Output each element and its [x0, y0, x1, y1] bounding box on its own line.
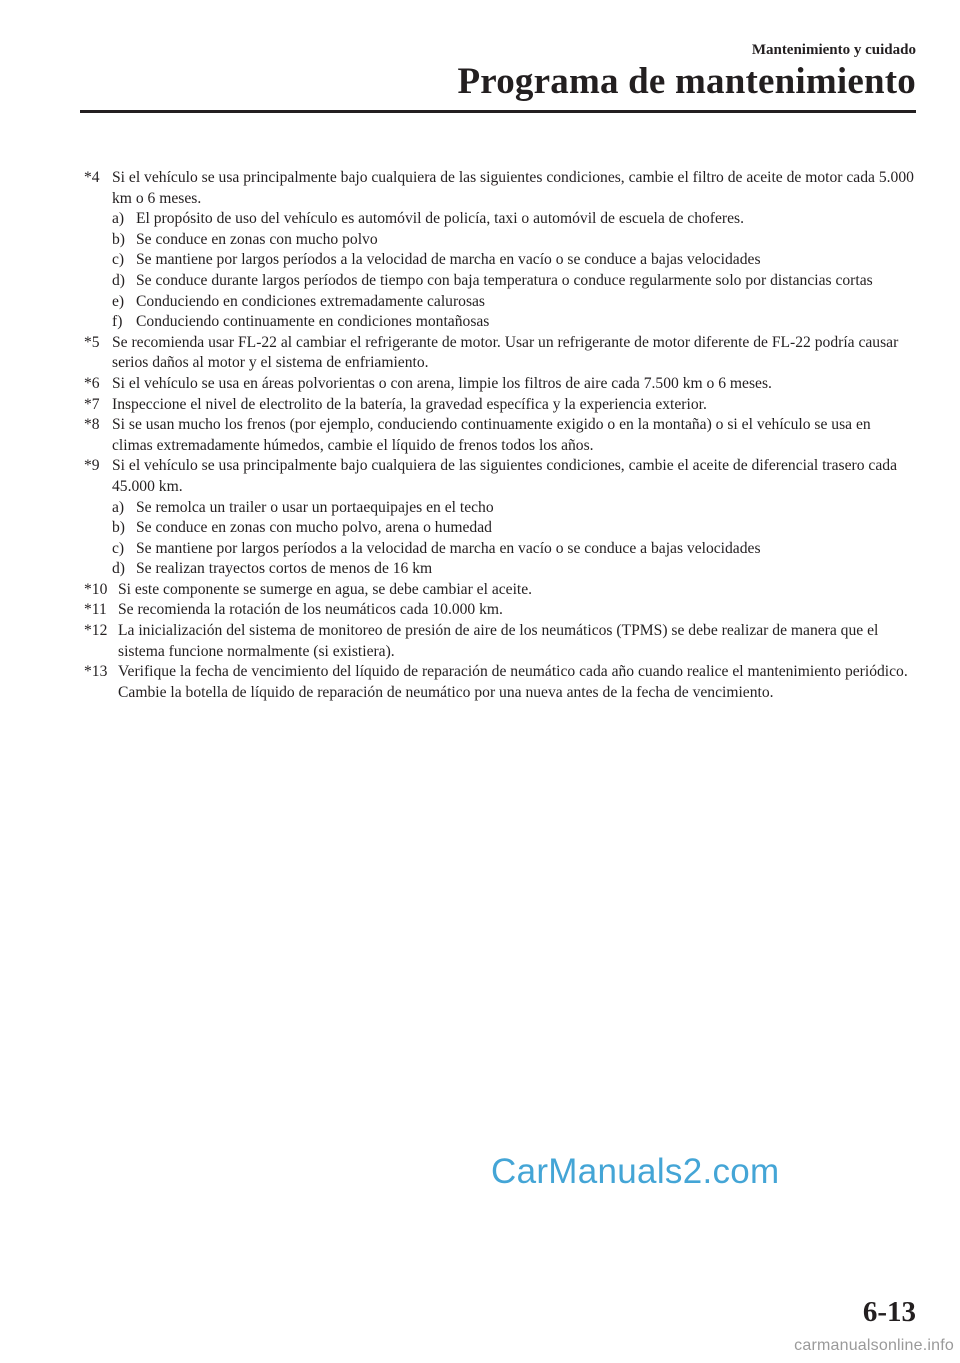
- footnote-13: [84, 662, 914, 703]
- footnote-text: Si el vehículo se usa en áreas polvorientas o con arena, limpie los filtros de aire cada 7.500 km o 6 meses.: [112, 374, 772, 392]
- footnote-4: [84, 168, 914, 333]
- footnote-marker: *12: [84, 622, 108, 640]
- sub-item-text: Se conduce en zonas con mucho polvo, arena o humedad: [136, 519, 492, 537]
- sub-item-text: Conduciendo en condiciones extremadamente calurosas: [136, 292, 486, 310]
- footnote-marker: *4: [84, 169, 100, 186]
- sub-item-text: Se realizan trayectos cortos de menos de 16 km: [136, 560, 433, 578]
- footnote-9: [84, 456, 914, 580]
- footnote-text: Si se usan mucho los frenos (por ejemplo, conduciendo continuamente exigido o en la montaña) o si el vehículo se usa en climas extremadamente húmedos, cambie el líquido de frenos todos los años.: [112, 416, 871, 454]
- sub-item-marker: b): [112, 519, 125, 537]
- footnote-text: Inspeccione el nivel de electrolito de la batería, la gravedad específica y la experiencia exterior.: [112, 395, 707, 413]
- footnote-text: Si este componente se sumerge en agua, se debe cambiar el aceite.: [118, 580, 533, 598]
- sub-item-marker: e): [112, 292, 125, 310]
- sub-item-text: Se mantiene por largos períodos a la velocidad de marcha en vacío o se conduce a bajas velocidades: [136, 539, 761, 557]
- sub-item-d: [112, 559, 914, 580]
- footnote-6: [84, 374, 914, 395]
- sub-item-a: [112, 498, 914, 519]
- footnote-text: Verifique la fecha de vencimiento del líquido de reparación de neumático cada año cuando realice el mantenimiento periódico. Cambie la botella de líquido de reparación de neumático por una nueva antes de la fecha de vencimiento.: [118, 663, 908, 701]
- footnote-marker: *7: [84, 395, 100, 413]
- footnote-7: [84, 395, 914, 416]
- footnote-text: Se recomienda usar FL-22 al cambiar el refrigerante de motor. Usar un refrigerante de motor diferente de FL-22 podría causar serios daños al motor y el sistema de enfriamiento.: [112, 333, 899, 372]
- page-header: [457, 40, 916, 104]
- page-number: 6-13: [862, 1296, 916, 1328]
- sub-item-text: Se remolca un trailer o usar un portaequipajes en el techo: [136, 498, 494, 516]
- footnote-marker: *6: [84, 374, 100, 392]
- sub-item-b: [112, 230, 914, 251]
- footnote-marker: *11: [84, 601, 107, 619]
- footnote-10: [84, 580, 914, 601]
- footnotes-list: [84, 168, 914, 703]
- sub-item-marker: b): [112, 230, 125, 248]
- sub-item-c: [112, 539, 914, 560]
- page-title: Programa de mantenimiento: [457, 61, 916, 102]
- footnote-marker: *13: [84, 663, 108, 681]
- footnote-8: [84, 415, 914, 456]
- site-watermark: CarManuals2.com: [491, 1152, 780, 1191]
- sub-item-marker: a): [112, 498, 125, 516]
- sub-item-text: Se mantiene por largos períodos a la velocidad de marcha en vacío o se conduce a bajas velocidades: [136, 251, 761, 269]
- sub-item-e: [112, 292, 914, 313]
- footnote-5: [84, 333, 914, 374]
- footnote-text: Si el vehículo se usa principalmente bajo cualquiera de las siguientes condiciones, cambie el aceite de diferencial trasero cada 45.000 km.: [112, 457, 897, 495]
- sub-item-f: [112, 312, 914, 333]
- footnote-11: [84, 600, 914, 621]
- sub-item-marker: c): [112, 251, 125, 269]
- footer-watermark: carmanualsonline.info: [794, 1337, 954, 1354]
- sub-item-marker: f): [112, 313, 123, 331]
- section-label: Mantenimiento y cuidado: [751, 42, 916, 58]
- footnote-marker: *5: [84, 333, 100, 351]
- footnote-text: La inicialización del sistema de monitoreo de presión de aire de los neumáticos (TPMS) se debe realizar de manera que el sistema funcione normalmente (si existiera).: [118, 622, 879, 660]
- sub-item-marker: d): [112, 560, 125, 578]
- footnote-text: Si el vehículo se usa principalmente bajo cualquiera de las siguientes condiciones, cambie el filtro de aceite de motor cada 5.000 km o 6 meses.: [112, 169, 914, 207]
- sub-item-d: [112, 271, 914, 292]
- sub-item-text: Conduciendo continuamente en condiciones montañosas: [136, 313, 490, 331]
- sub-item-a: [112, 209, 914, 230]
- footnote-marker: *9: [84, 457, 100, 475]
- sub-item-text: El propósito de uso del vehículo es automóvil de policía, taxi o automóvil de escuela de choferes.: [136, 210, 744, 228]
- sub-item-c: [112, 250, 914, 271]
- footnote-marker: *10: [84, 580, 108, 598]
- sub-item-marker: a): [112, 210, 125, 228]
- sub-item-b: [112, 518, 914, 539]
- sub-item-marker: c): [112, 539, 125, 557]
- footnote-marker: *8: [84, 416, 100, 434]
- sub-item-marker: d): [112, 271, 125, 289]
- sub-item-text: Se conduce durante largos períodos de tiempo con baja temperatura o conduce regularmente solo por distancias cortas: [136, 271, 873, 289]
- header-divider: [80, 110, 916, 113]
- sub-item-text: Se conduce en zonas con mucho polvo: [136, 230, 378, 248]
- footnote-12: [84, 621, 914, 662]
- footnote-text: Se recomienda la rotación de los neumáticos cada 10.000 km.: [118, 601, 503, 619]
